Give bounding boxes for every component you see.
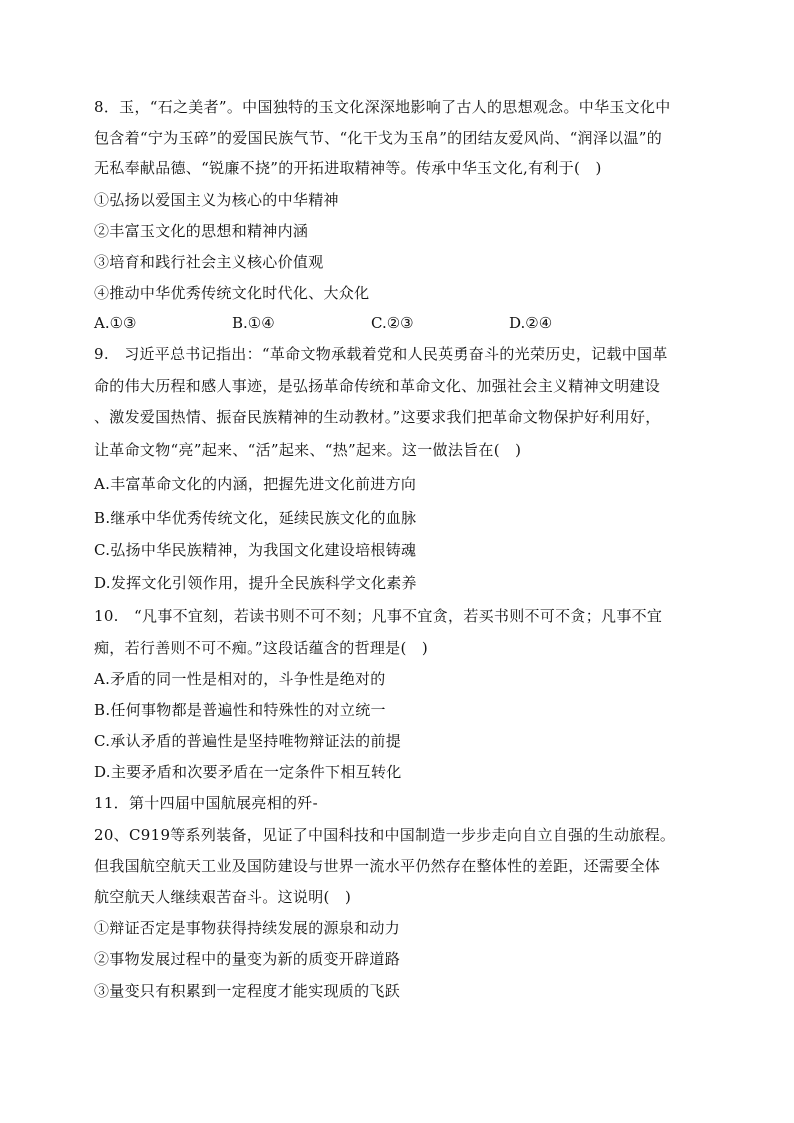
q10-stem-line-2: 痴，若行善则不可不痴。”这段话蕴含的哲理是( ): [94, 639, 429, 657]
q10-stem-line-1: 10. “凡事不宜刻，若读书则不可不刻；凡事不宜贪，若买书则不可不贪；凡事不宜: [94, 607, 663, 625]
q9-option-a: A.丰富革命文化的内涵，把握先进文化前进方向: [94, 475, 417, 493]
q10-option-a: A.矛盾的同一性是相对的，斗争性是绝对的: [94, 670, 386, 688]
q9-stem-line-2: 命的伟大历程和感人事迹，是弘扬革命传统和革命文化、加强社会主义精神文明建设: [94, 377, 661, 395]
q11-item-2: ②事物发展过程中的量变为新的质变开辟道路: [94, 950, 401, 968]
q8-stem-line-3: 无私奉献品德、“锐廉不挠”的开拓进取精神等。传承中华玉文化,有利于( ): [94, 159, 602, 177]
q9-stem-line-4: 让革命文物“亮”起来、“活”起来、“热”起来。这一做法旨在( ): [94, 441, 522, 459]
q11-stem-line-4: 航空航天人继续艰苦奋斗。这说明( ): [94, 888, 352, 906]
q8-stem-line-2: 包含着“宁为玉碎”的爱国民族气节、“化干戈为玉帛”的团结友爱风尚、“润泽以温”的: [94, 129, 663, 147]
q10-option-b: B.任何事物都是普遍性和特殊性的对立统一: [94, 701, 386, 719]
q11-item-1: ①辩证否定是事物获得持续发展的源泉和动力: [94, 919, 401, 937]
q8-item-1: ①弘扬以爱国主义为核心的中华精神: [94, 191, 339, 209]
q11-stem-line-2: 20、C919等系列装备，见证了中国科技和中国制造一步步走向自立自强的生动旅程。: [94, 826, 676, 844]
q10-option-d: D.主要矛盾和次要矛盾在一定条件下相互转化: [94, 763, 402, 781]
q11-item-3: ③量变只有积累到一定程度才能实现质的飞跃: [94, 982, 401, 1000]
q8-item-3: ③培育和践行社会主义核心价值观: [94, 253, 324, 271]
q8-option-d: D.②④: [509, 314, 553, 332]
q8-option-c: C.②③: [371, 314, 414, 332]
q9-option-d: D.发挥文化引领作用，提升全民族科学文化素养: [94, 574, 417, 592]
q9-option-b: B.继承中华优秀传统文化，延续民族文化的血脉: [94, 509, 417, 527]
q10-option-c: C.承认矛盾的普遍性是坚持唯物辩证法的前提: [94, 732, 402, 750]
q8-option-b: B.①④: [232, 314, 275, 332]
q11-stem-line-3: 但我国航空航天工业及国防建设与世界一流水平仍然存在整体性的差距，还需要全体: [94, 857, 661, 875]
q8-item-2: ②丰富玉文化的思想和精神内涵: [94, 222, 309, 240]
q9-stem-line-1: 9. 习近平总书记指出：“革命文物承载着党和人民英勇奋斗的光荣历史，记载中国革: [94, 345, 668, 363]
q8-option-a: A.①③: [94, 314, 137, 332]
q8-item-4: ④推动中华优秀传统文化时代化、大众化: [94, 284, 370, 302]
q9-stem-line-3: 、激发爱国热情、振奋民族精神的生动教材。”这要求我们把革命文物保护好利用好，: [94, 408, 661, 426]
q9-option-c: C.弘扬中华民族精神，为我国文化建设培根铸魂: [94, 541, 417, 559]
q8-stem-line-1: 8．玉，“石之美者”。中国独特的玉文化深深地影响了古人的思想观念。中华玉文化中: [94, 98, 671, 116]
q11-stem-line-1: 11．第十四届中国航展亮相的歼-: [94, 794, 318, 812]
